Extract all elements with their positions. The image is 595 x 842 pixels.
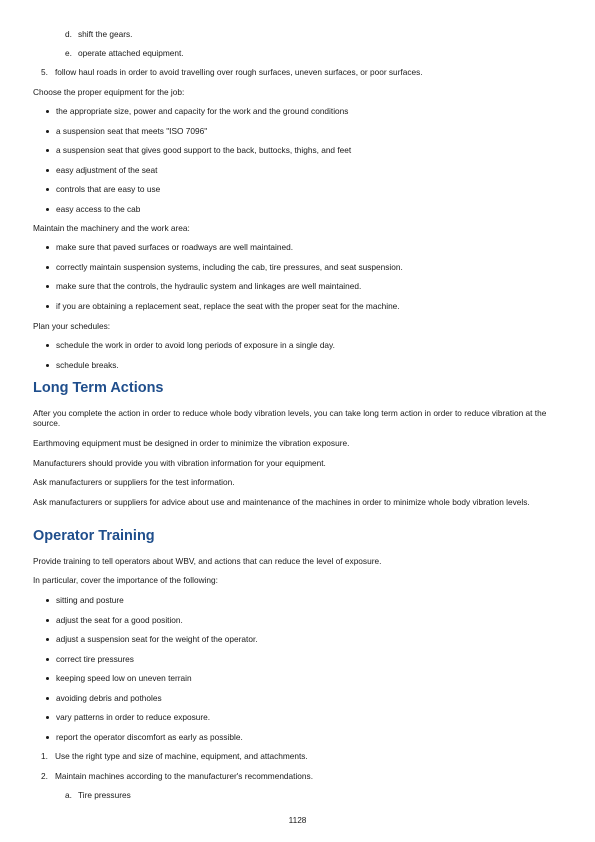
bullet-dot (46, 716, 49, 719)
paragraph: Ask manufacturers or suppliers for advice about use and maintenance of the machines in order to minimize whole body vibration levels. (33, 497, 530, 507)
list-item: controls that are easy to use (56, 184, 161, 194)
list-item: correct tire pressures (56, 654, 134, 664)
bullet-dot (46, 697, 49, 700)
bullet-dot (46, 364, 49, 367)
bullet-dot (46, 246, 49, 249)
list-item: make sure that the controls, the hydraulic system and linkages are well maintained. (56, 281, 362, 291)
bullet-dot (46, 208, 49, 211)
list-item-d: shift the gears. (78, 29, 133, 39)
paragraph: Provide training to tell operators about WBV, and actions that can reduce the level of exposure. (33, 556, 382, 566)
bullet-dot (46, 266, 49, 269)
paragraph: Earthmoving equipment must be designed in order to minimize the vibration exposure. (33, 438, 350, 448)
paragraph: Ask manufacturers or suppliers for the test information. (33, 477, 235, 487)
list-item: a suspension seat that meets "ISO 7096" (56, 126, 208, 136)
bullet-dot (46, 638, 49, 641)
bullet-dot (46, 188, 49, 191)
bullet-dot (46, 110, 49, 113)
list-item-a: Tire pressures (78, 790, 131, 800)
bullet-dot (46, 130, 49, 133)
list-item: if you are obtaining a replacement seat, replace the seat with the proper seat for the machine. (56, 301, 400, 311)
bullet-dot (46, 736, 49, 739)
list-item: keeping speed low on uneven terrain (56, 673, 192, 683)
list-item: report the operator discomfort as early as possible. (56, 732, 243, 742)
bullet-dot (46, 285, 49, 288)
list-item-1: Use the right type and size of machine, equipment, and attachments. (55, 751, 308, 761)
paragraph: After you complete the action in order to reduce whole body vibration levels, you can take long term action in order to reduce vibration at the source. (33, 408, 547, 428)
paragraph: Manufacturers should provide you with vibration information for your equipment. (33, 458, 326, 468)
bullet-dot (46, 658, 49, 661)
list-item-2: Maintain machines according to the manufacturer's recommendations. (55, 771, 313, 781)
schedules-intro: Plan your schedules: (33, 321, 111, 331)
bullet-dot (46, 169, 49, 172)
list-item: easy adjustment of the seat (56, 165, 158, 175)
page-number: 1128 (288, 815, 307, 825)
section-heading-long-term: Long Term Actions (33, 380, 164, 396)
list-marker-1: 1. (41, 751, 48, 761)
list-item-5: follow haul roads in order to avoid travelling over rough surfaces, uneven surfaces, or poor surfaces. (55, 67, 423, 77)
list-marker-e: e. (65, 48, 72, 58)
equipment-intro: Choose the proper equipment for the job: (33, 87, 185, 97)
list-item: sitting and posture (56, 595, 124, 605)
list-marker-2: 2. (41, 771, 48, 781)
list-item: avoiding debris and potholes (56, 693, 162, 703)
list-item: a suspension seat that gives good support to the back, buttocks, thighs, and feet (56, 145, 352, 155)
list-item-e: operate attached equipment. (78, 48, 184, 58)
list-item: the appropriate size, power and capacity for the work and the ground conditions (56, 106, 349, 116)
list-item: adjust the seat for a good position. (56, 615, 183, 625)
list-item: adjust a suspension seat for the weight of the operator. (56, 634, 258, 644)
list-item: correctly maintain suspension systems, including the cab, tire pressures, and seat suspension. (56, 262, 403, 272)
section-heading-operator-training: Operator Training (33, 528, 155, 544)
bullet-dot (46, 344, 49, 347)
list-item: make sure that paved surfaces or roadways are well maintained. (56, 242, 294, 252)
bullet-dot (46, 599, 49, 602)
list-marker-d: d. (65, 29, 72, 39)
paragraph: In particular, cover the importance of the following: (33, 575, 218, 585)
bullet-dot (46, 619, 49, 622)
bullet-dot (46, 677, 49, 680)
list-item: schedule the work in order to avoid long periods of exposure in a single day. (56, 340, 335, 350)
bullet-dot (46, 149, 49, 152)
list-item: easy access to the cab (56, 204, 141, 214)
list-marker-a: a. (65, 790, 72, 800)
list-item: schedule breaks. (56, 360, 119, 370)
bullet-dot (46, 305, 49, 308)
list-marker-5: 5. (41, 67, 48, 77)
maintain-intro: Maintain the machinery and the work area: (33, 223, 190, 233)
list-item: vary patterns in order to reduce exposure. (56, 712, 211, 722)
